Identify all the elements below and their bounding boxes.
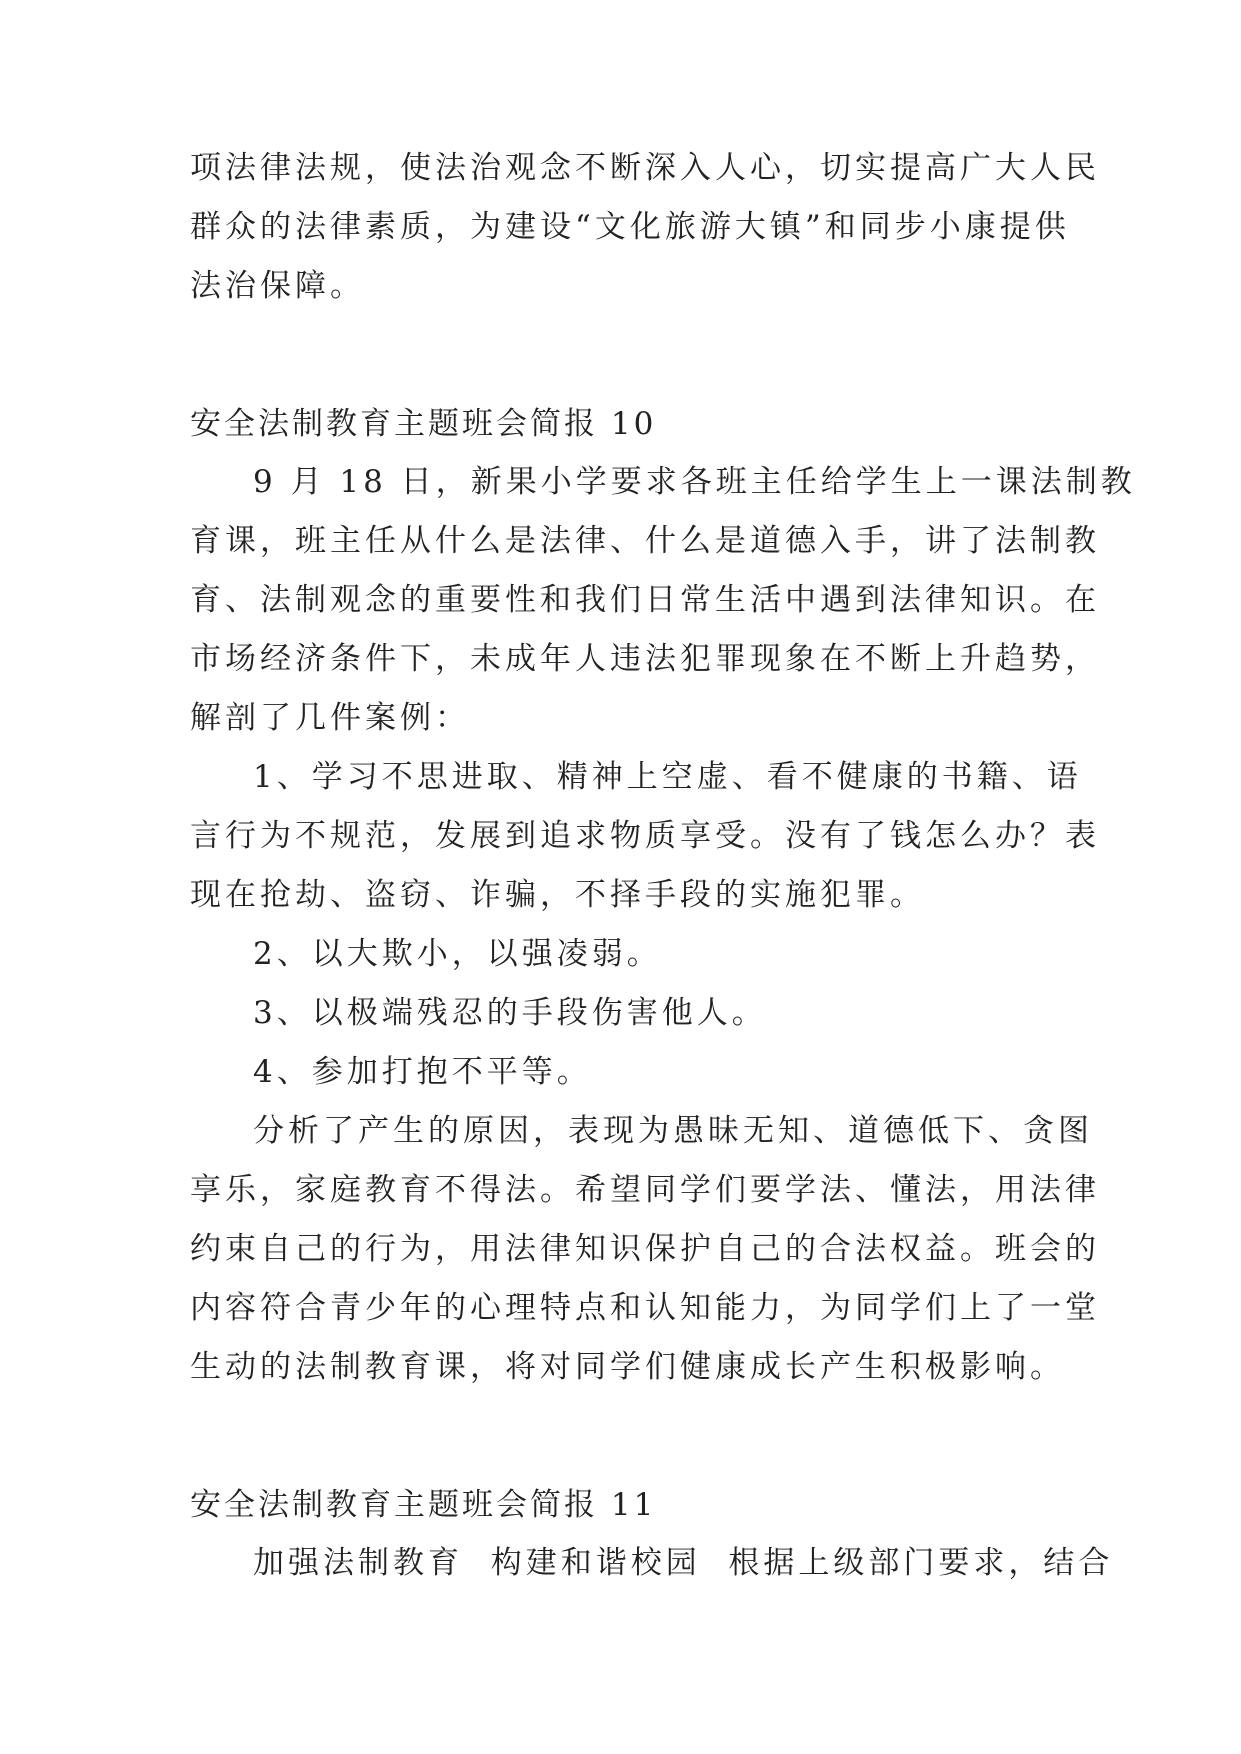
section-10-para1-line-3: 育、法制观念的重要性和我们日常生活中遇到法律知识。在 [190, 582, 1100, 618]
section-10-para1-line-2: 育课，班主任从什么是法律、什么是道德入手，讲了法制教 [190, 523, 1100, 559]
intro-line-2: 群众的法律素质，为建设“文化旅游大镇”和同步小康提供 [190, 209, 1070, 245]
section-10-para1-line-5: 解剖了几件案例： [190, 700, 470, 736]
section-11-heading: 安全法制教育主题班会简报 11 [190, 1487, 657, 1523]
section-10-para2-line-5: 生动的法制教育课，将对同学们健康成长产生积极影响。 [190, 1349, 1065, 1385]
section-10-para2-line-3: 约束自己的行为，用法律知识保护自己的合法权益。班会的 [190, 1231, 1100, 1267]
section-10-item4: 4、参加打抱不平等。 [253, 1054, 592, 1090]
section-10-item1-line-1: 1、学习不思进取、精神上空虚、看不健康的书籍、语 [253, 759, 1082, 795]
section-10-item1-line-3: 现在抢劫、盗窃、诈骗，不择手段的实施犯罪。 [190, 877, 925, 913]
section-10-item3: 3、以极端残忍的手段伤害他人。 [253, 995, 767, 1031]
intro-line-1: 项法律法规，使法治观念不断深入人心，切实提高广大人民 [190, 150, 1100, 186]
section-11-para1-line-1: 加强法制教育 构建和谐校园 根据上级部门要求，结合 [253, 1545, 1114, 1581]
section-10-para1-line-4: 市场经济条件下，未成年人违法犯罪现象在不断上升趋势， [190, 641, 1100, 677]
section-10-para1-line-1: 9 月 18 日，新果小学要求各班主任给学生上一课法制教 [253, 464, 1136, 500]
intro-line-3: 法治保障。 [190, 268, 365, 304]
section-10-item2: 2、以大欺小，以强凌弱。 [253, 936, 662, 972]
section-10-para2-line-2: 享乐，家庭教育不得法。希望同学们要学法、懂法，用法律 [190, 1172, 1100, 1208]
section-10-para2-line-4: 内容符合青少年的心理特点和认知能力，为同学们上了一堂 [190, 1290, 1100, 1326]
section-10-item1-line-2: 言行为不规范，发展到追求物质享受。没有了钱怎么办？表 [190, 818, 1100, 854]
section-10-heading: 安全法制教育主题班会简报 10 [190, 406, 657, 442]
section-10-para2-line-1: 分析了产生的原因，表现为愚昧无知、道德低下、贪图 [253, 1113, 1093, 1149]
